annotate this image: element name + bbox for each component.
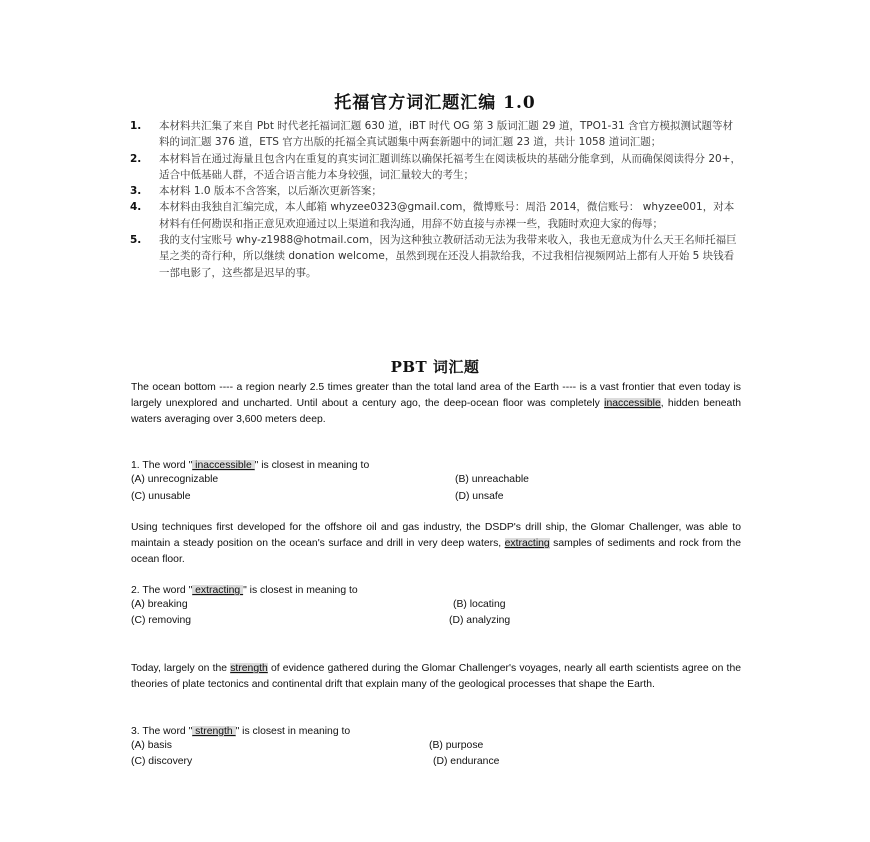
note-text: 本材料共汇集了来自 Pbt 时代老托福词汇题 630 道，iBT 时代 OG 第 3 版词汇题 29 道，TPO1-31 含官方模拟测试题等材料的词汇题 376 道，ETS 官方出版的托福全真试题集中两套新题中的词汇题 23 道，共计 1058 道词汇题； — [159, 120, 734, 149]
notes-list — [130, 118, 742, 281]
note-text: 我的支付宝账号 why-z1988@hotmail.com，因为这种独立教研活动无法为我带来收入，我也无意成为什么天王名师托福巨星之类的奇行种，所以继续 donation welcome，虽然到现在还没人捐款给我，不过我相信视频网站上都有人开始 5 块钱看一部电影了，这些都是迟早的事。 — [159, 234, 737, 279]
passage-text: The ocean bottom ---- a region nearly 2.5 times greater than the total land area of the Earth ---- is a vast frontier that even today is largely unexplored and uncharted. Until about a century ago, the deep-ocean floor was completely — [131, 382, 741, 409]
option-b: (B) unreachable — [455, 474, 529, 485]
passage-text: , hidden beneath waters averaging over 3,600 meters deep. — [131, 398, 741, 425]
note-number: 1. — [130, 120, 142, 132]
option-d: (D) endurance — [433, 756, 500, 767]
question-stem — [131, 724, 741, 740]
option-d: (D) analyzing — [449, 615, 511, 626]
note-text: 本材料旨在通过海量且包含内在重复的真实词汇题训练以确保托福考生在阅读板块的基础分能拿到，从而确保阅读得分 20+，适合中低基础人群，不适合语言能力本身较强，词汇量较大的考生； — [159, 152, 741, 181]
section-title: PBT 词汇题 — [390, 358, 480, 376]
note-item — [130, 151, 742, 184]
note-text: 本材料由我独自汇编完成，本人邮箱 whyzee0323@gmail.com，微博账号：周沿 2014，微信账号： whyzee001，对本材料有任何勘误和指正意见欢迎通过以上渠道和我沟通，用辞不妨直接与赤裸一些，我随时欢迎大家的侮辱； — [159, 201, 735, 230]
passage — [131, 661, 741, 693]
highlighted-word: extracting — [504, 538, 550, 549]
passage-text: Today, largely on the — [131, 663, 231, 674]
option-b: (B) purpose — [429, 740, 484, 751]
note-number: 4. — [130, 201, 142, 214]
option-d: (D) unsafe — [455, 491, 504, 502]
question-suffix: " is closest in meaning to — [254, 460, 370, 471]
passage — [131, 380, 741, 428]
highlighted-word: inaccessible — [604, 398, 661, 409]
question-suffix: " is closest in meaning to — [243, 585, 358, 596]
question-prefix: 3. The word " — [131, 726, 193, 737]
option-b: (B) locating — [453, 599, 506, 610]
question-word: strength — [192, 726, 236, 737]
option-a: (A) basis — [131, 740, 172, 751]
option-a: (A) breaking — [131, 599, 188, 610]
question-word: inaccessible — [192, 460, 255, 471]
passage-text: of evidence gathered during the Glomar Challenger's voyages, nearly all earth scientists agree on the theories of plate tectonics and continental drift that explain many of the geological processes that shape the Earth. — [131, 663, 741, 690]
note-item — [130, 232, 742, 281]
passage-text: Using techniques first developed for the offshore oil and gas industry, the DSDP's drill ship, the Glomar Challenger, was able to maintain a steady position on the ocean's surface and drill in very deep waters, — [131, 522, 741, 549]
passage — [131, 520, 741, 568]
document-title: 托福官方词汇题汇编 1.0 — [334, 93, 536, 113]
highlighted-word: strength — [230, 663, 268, 674]
question-stem — [131, 583, 741, 599]
passage-text: samples of sediments and rock from the ocean floor. — [131, 538, 741, 565]
option-a: (A) unrecognizable — [131, 474, 219, 485]
option-c: (C) unusable — [131, 491, 191, 502]
option-c: (C) discovery — [131, 756, 193, 767]
option-c: (C) removing — [131, 615, 192, 626]
note-item — [130, 118, 742, 151]
question-prefix: 1. The word " — [131, 460, 193, 471]
note-number: 3. — [130, 185, 142, 198]
note-text: 本材料 1.0 版本不含答案，以后渐次更新答案； — [159, 185, 382, 198]
question-suffix: " is closest in meaning to — [235, 726, 351, 737]
note-number: 2. — [130, 152, 142, 165]
question-prefix: 2. The word " — [131, 585, 193, 596]
note-number: 5. — [130, 234, 142, 247]
question-stem — [131, 458, 741, 474]
note-item — [130, 199, 742, 232]
note-item — [130, 183, 742, 199]
question-word: extracting — [192, 585, 244, 596]
